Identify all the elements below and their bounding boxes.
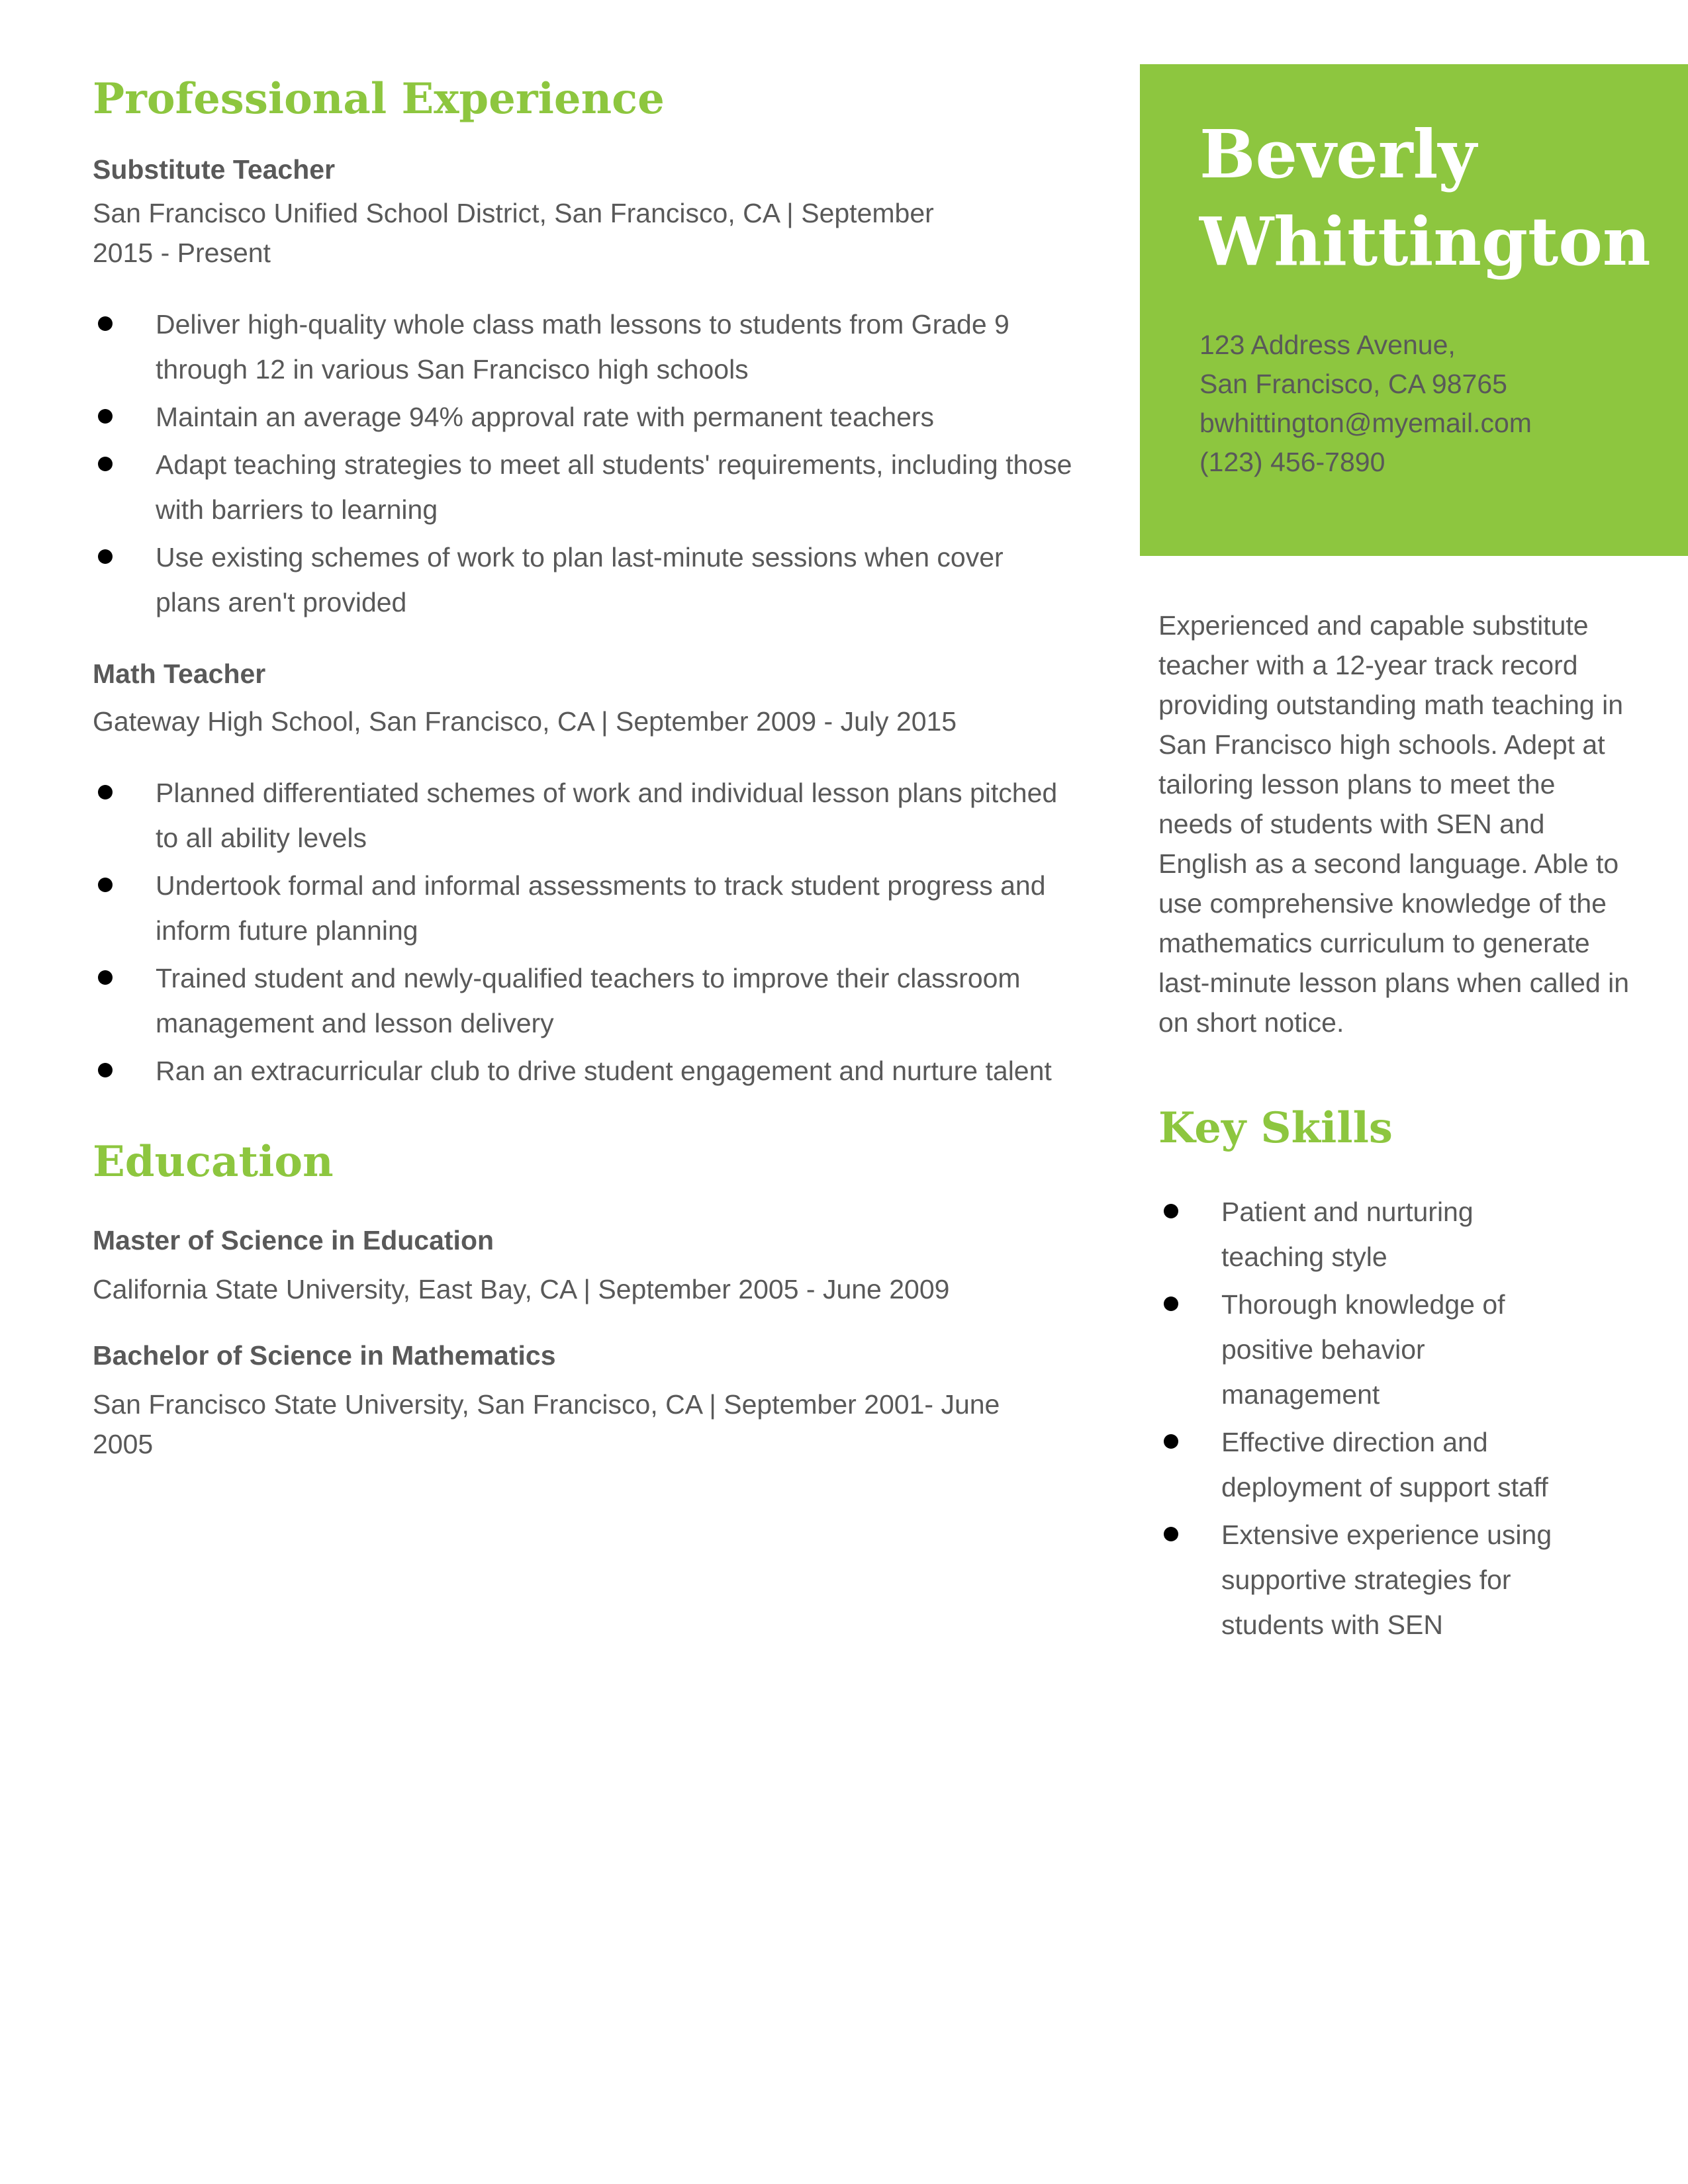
candidate-name [1199, 111, 1651, 285]
experience-heading: Professional Experience [93, 74, 665, 124]
job-title: Substitute Teacher [93, 154, 336, 185]
contact-info [1199, 326, 1532, 482]
skill-text: Patient and nurturing teaching style [1221, 1197, 1474, 1272]
list-item [1158, 1512, 1569, 1647]
list-item [93, 770, 1072, 860]
list-item [93, 535, 1072, 625]
skill-text: Extensive experience using supportive strategies for students with SEN [1221, 1520, 1552, 1640]
list-item [93, 394, 1072, 439]
skills-heading: Key Skills [1158, 1103, 1393, 1153]
job-meta: Gateway High School, San Francisco, CA | September 2009 - July 2015 [93, 706, 957, 737]
list-item [1158, 1420, 1569, 1510]
degree-title: Master of Science in Education [93, 1225, 494, 1255]
bullet-text: Trained student and newly-qualified teachers to improve their classroom management and lesson delivery [156, 963, 1021, 1038]
list-item [93, 1048, 1072, 1093]
name-header-box [1140, 64, 1688, 556]
education-heading: Education [93, 1137, 334, 1187]
skills-list [1158, 1189, 1569, 1647]
bullet-icon [98, 970, 113, 985]
bullet-icon [1164, 1434, 1178, 1449]
list-item [1158, 1282, 1569, 1417]
job-meta: San Francisco Unified School District, San Francisco, CA | September [93, 198, 934, 228]
bullet-icon [98, 316, 113, 331]
job-entry [93, 654, 1072, 1093]
summary-text: Experienced and capable substitute teacher with a 12-year track record providing outstanding math teaching in San Francisco high schools. Adept at tailoring lesson plans to meet the needs of students with SEN and English as a second language. Able to use comprehensive knowledge of the mathematics curriculum to generate last-minute lesson plans when called in on short notice. [1158, 610, 1630, 1038]
education-entry [93, 1220, 1072, 1309]
job-bullets [93, 302, 1072, 625]
list-item [1158, 1189, 1569, 1279]
bullet-icon [98, 457, 113, 471]
job-bullets [93, 770, 1072, 1093]
email-link[interactable]: bwhittington@myemail.com [1199, 408, 1532, 438]
address-line: San Francisco, CA 98765 [1199, 369, 1507, 399]
phone-number: (123) 456-7890 [1199, 447, 1385, 477]
degree-meta: San Francisco State University, San Francisco, CA | September 2001- June [93, 1389, 1000, 1420]
list-item [93, 442, 1072, 532]
degree-meta-cont: 2005 [93, 1429, 154, 1459]
bullet-icon [98, 1063, 113, 1077]
right-column [1158, 606, 1635, 1650]
list-item [93, 956, 1072, 1046]
job-title: Math Teacher [93, 659, 266, 689]
skill-text: Thorough knowledge of positive behavior management [1221, 1289, 1505, 1410]
degree-meta: California State University, East Bay, CA | September 2005 - June 2009 [93, 1274, 950, 1304]
bullet-text: Maintain an average 94% approval rate with permanent teachers [156, 402, 935, 432]
bullet-icon [98, 549, 113, 564]
name-first: Beverly [1199, 115, 1477, 193]
list-item [93, 863, 1072, 953]
bullet-text: Ran an extracurricular club to drive student engagement and nurture talent [156, 1056, 1052, 1086]
bullet-text: Undertook formal and informal assessments to track student progress and inform future planning [156, 870, 1046, 946]
list-item [93, 302, 1072, 392]
address-line: 123 Address Avenue, [1199, 330, 1456, 360]
bullet-icon [98, 409, 113, 424]
bullet-icon [1164, 1527, 1178, 1541]
left-column [93, 73, 1072, 1464]
bullet-text: Deliver high-quality whole class math lessons to students from Grade 9 through 12 in various San Francisco high schools [156, 309, 1009, 385]
bullet-text: Use existing schemes of work to plan last-minute sessions when cover plans aren't provided [156, 542, 1004, 617]
job-meta-cont: 2015 - Present [93, 238, 271, 268]
skills-section [1158, 1102, 1635, 1647]
bullet-icon [1164, 1297, 1178, 1311]
bullet-text: Adapt teaching strategies to meet all students' requirements, including those with barriers to learning [156, 449, 1072, 525]
bullet-icon [1164, 1204, 1178, 1218]
bullet-icon [98, 878, 113, 892]
skill-text: Effective direction and deployment of support staff [1221, 1427, 1548, 1502]
bullet-text: Planned differentiated schemes of work and individual lesson plans pitched to all ability levels [156, 778, 1058, 853]
education-entry [93, 1336, 1072, 1464]
bullet-icon [98, 785, 113, 799]
degree-title: Bachelor of Science in Mathematics [93, 1340, 556, 1371]
name-last: Whittington [1199, 203, 1651, 281]
job-entry [93, 150, 1072, 625]
